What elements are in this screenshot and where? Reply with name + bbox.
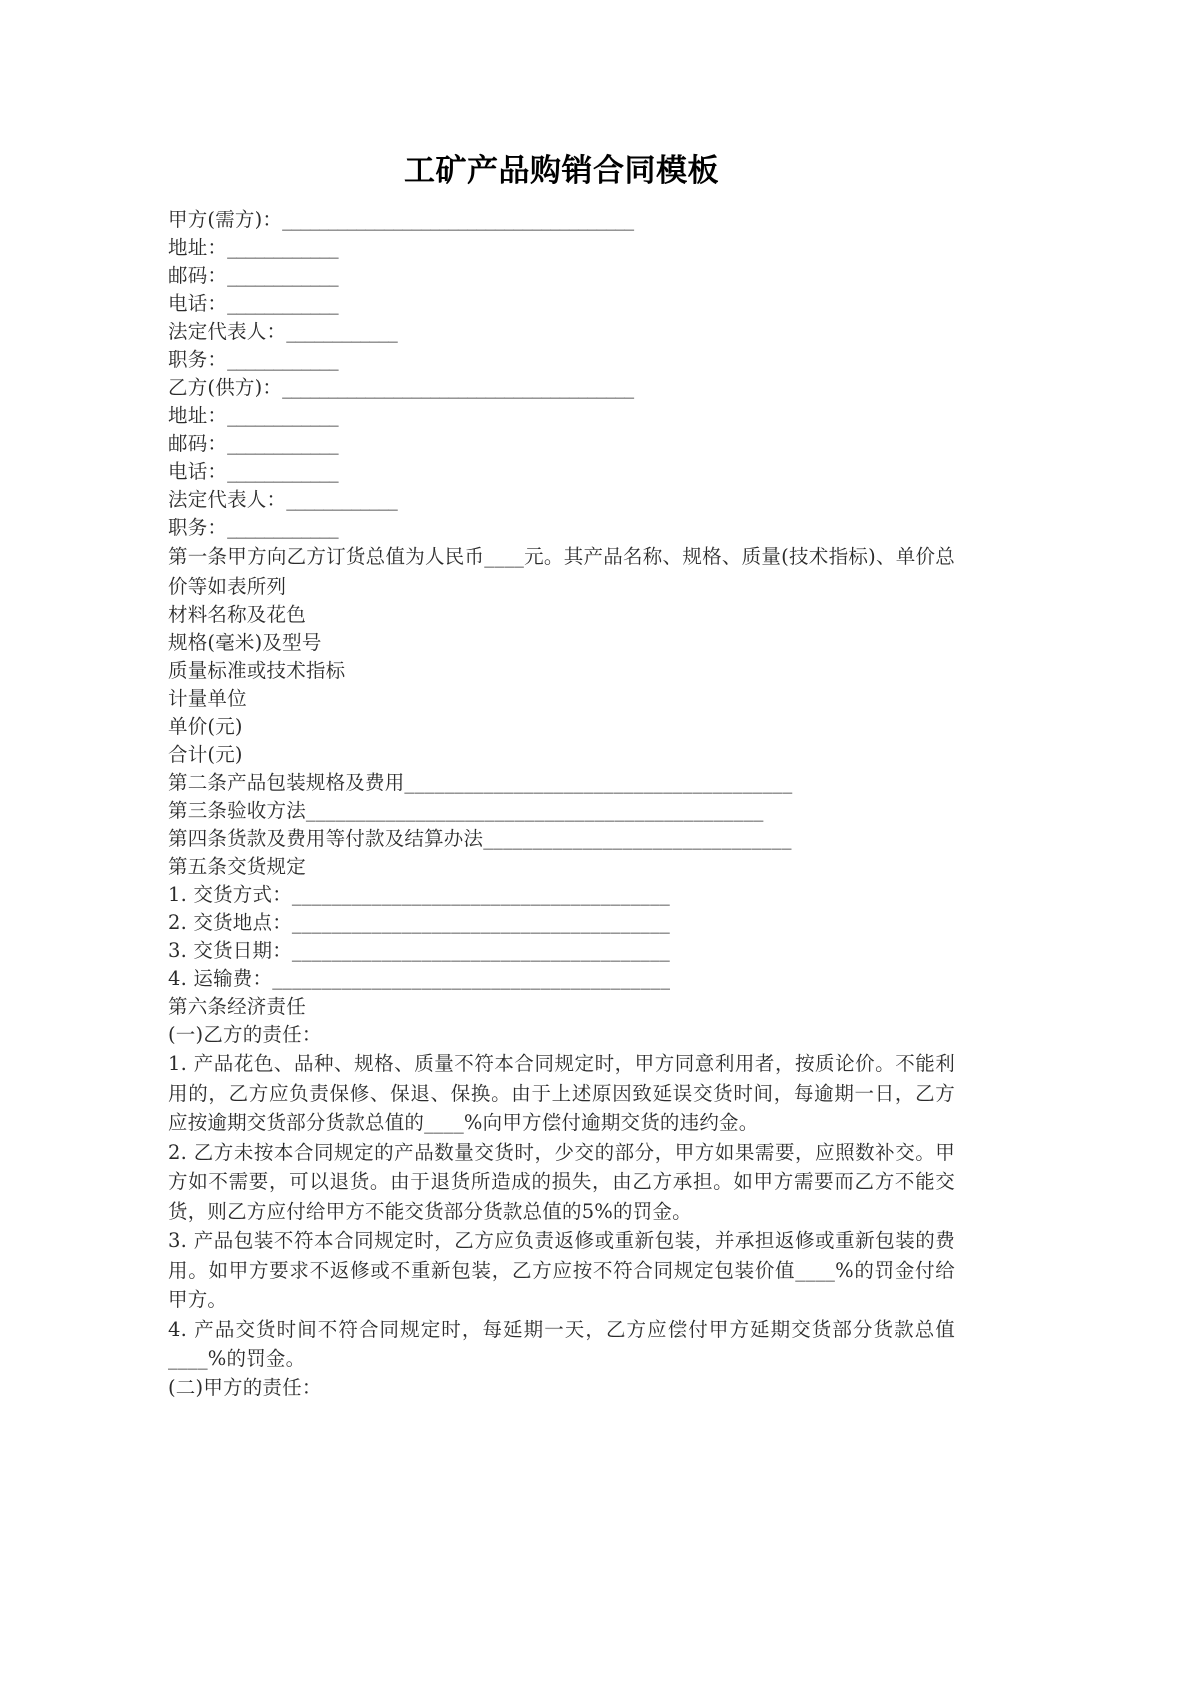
field-blank[interactable]: ______________________________________	[282, 208, 634, 231]
field-row	[168, 234, 955, 262]
field-blank[interactable]: ____________	[227, 432, 339, 455]
field-label: 乙方(供方)：	[168, 376, 283, 399]
document-body	[168, 206, 955, 1402]
party-b-item: 3. 产品包装不符本合同规定时，乙方应负责返修或重新包装，并承担返修或重新包装的费用。如甲方要求不返修或不重新包装，乙方应按不符合同规定包装价值____%的罚金付给甲方。	[168, 1229, 955, 1311]
table-column-label: 单价(元)	[168, 715, 243, 738]
party-b-item: 4. 产品交货时间不符合同规定时，每延期一天，乙方应偿付甲方延期交货部分货款总值____%的罚金。	[168, 1317, 955, 1370]
field-row	[168, 458, 955, 486]
article-five-item[interactable]: 2. 交货地点：______________________________________	[168, 911, 671, 934]
party-b-responsibility-heading: (一)乙方的责任：	[168, 1023, 322, 1046]
field-label: 甲方(需方)：	[168, 208, 283, 231]
field-blank[interactable]: ____________	[227, 264, 339, 287]
field-label: 电话：	[168, 292, 228, 315]
field-label: 职务：	[168, 348, 228, 371]
field-label: 地址：	[168, 236, 228, 259]
field-row	[168, 514, 955, 542]
field-blank[interactable]: ____________	[227, 404, 339, 427]
field-row	[168, 346, 955, 374]
article-six-heading: 第六条经济责任	[168, 995, 306, 1018]
article-five-heading: 第五条交货规定	[168, 855, 306, 878]
table-column-label: 合计(元)	[168, 743, 243, 766]
field-label: 法定代表人：	[168, 488, 287, 511]
field-blank[interactable]: ____________	[227, 292, 339, 315]
table-column-label: 规格(毫米)及型号	[168, 631, 322, 654]
field-label: 职务：	[168, 516, 228, 539]
article-four[interactable]: 第四条货款及费用等付款及结算办法_______________________________	[168, 827, 792, 850]
field-blank[interactable]: ______________________________________	[282, 376, 634, 399]
field-row	[168, 290, 955, 318]
party-a-responsibility-heading: (二)甲方的责任：	[168, 1375, 322, 1399]
field-row	[168, 374, 955, 402]
article-two[interactable]: 第二条产品包装规格及费用_______________________________________	[168, 771, 793, 794]
field-row	[168, 486, 955, 514]
party-b-item: 2. 乙方未按本合同规定的产品数量交货时，少交的部分，甲方如果需要，应照数补交。甲方如不需要，可以退货。由于退货所造成的损失，由乙方承担。如甲方需要而乙方不能交货，则乙方应付给甲方不能交货部分货款总值的5%的罚金。	[168, 1140, 955, 1223]
field-blank[interactable]: ____________	[227, 348, 339, 371]
field-blank[interactable]: ____________	[227, 460, 339, 483]
field-label: 邮码：	[168, 432, 228, 455]
party-b-item: 1. 产品花色、品种、规格、质量不符本合同规定时，甲方同意利用者，按质论价。不能利用的，乙方应负责保修、保退、保换。由于上述原因致延误交货时间，每逾期一日，乙方应按逾期交货部分货款总值的____%向甲方偿付逾期交货的违约金。	[168, 1052, 955, 1134]
party-fields	[168, 206, 955, 542]
field-row	[168, 430, 955, 458]
field-blank[interactable]: ____________	[227, 236, 339, 259]
article-one-text: 第一条甲方向乙方订货总值为人民币____元。其产品名称、规格、质量(技术指标)、单价总价等如表所列	[168, 545, 955, 598]
article-five-item[interactable]: 4. 运输费：________________________________________	[168, 967, 671, 990]
field-row	[168, 318, 955, 346]
field-label: 地址：	[168, 404, 228, 427]
field-row	[168, 402, 955, 430]
field-label: 邮码：	[168, 264, 228, 287]
field-blank[interactable]: ____________	[286, 320, 398, 343]
field-label: 电话：	[168, 460, 228, 483]
article-three[interactable]: 第三条验收方法______________________________________________	[168, 799, 764, 822]
article-five-item[interactable]: 1. 交货方式：______________________________________	[168, 883, 671, 906]
table-column-label: 质量标准或技术指标	[168, 659, 346, 682]
field-blank[interactable]: ____________	[286, 488, 398, 511]
field-label: 法定代表人：	[168, 320, 287, 343]
table-column-label: 材料名称及花色	[168, 603, 306, 626]
product-table-columns	[168, 601, 955, 769]
field-row	[168, 206, 955, 234]
field-blank[interactable]: ____________	[227, 516, 339, 539]
field-row	[168, 262, 955, 290]
table-column-label: 计量单位	[168, 687, 247, 710]
article-five-item[interactable]: 3. 交货日期：______________________________________	[168, 939, 671, 962]
page-title: 工矿产品购销合同模板	[404, 153, 719, 189]
